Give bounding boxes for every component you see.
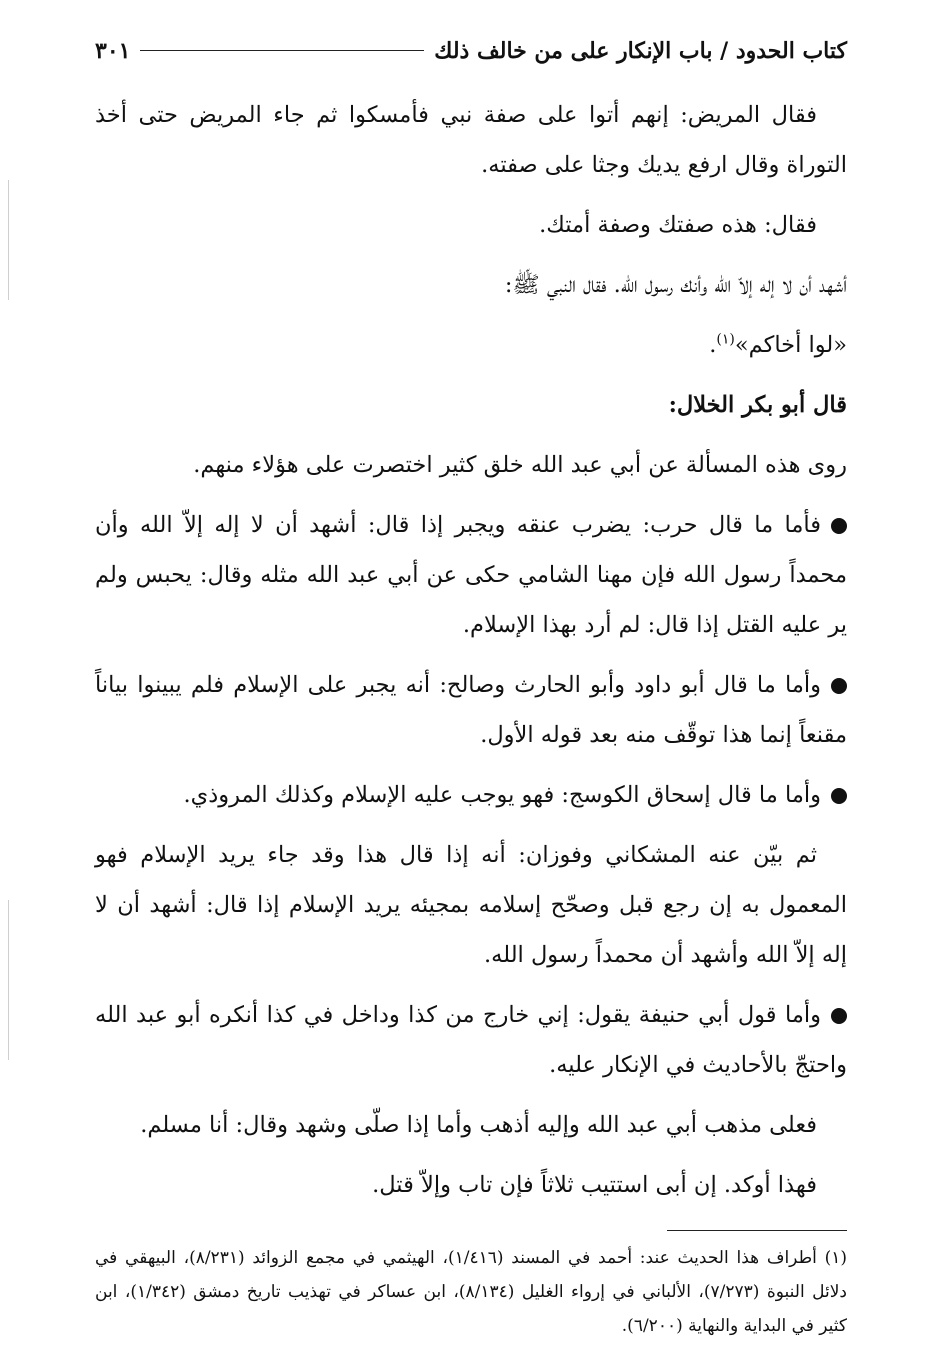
paragraph: ثم بيّن عنه المشكاني وفوزان: أنه إذا قال هذا وقد جاء يريد الإسلام فهو المعمول به إن رجع قبل وصحّح إسلامه بمجيئه يريد الإسلام إذا قال: أشهد أن لا إله إلاّ الله وأشهد أن محمداً رسول الله. (95, 842, 847, 968)
header-rule (140, 50, 424, 51)
paragraph: فهذا أوكد. إن أبى استتيب ثلاثاً فإن تاب وإلاّ قتل. (372, 1172, 817, 1198)
footnote-ref: (١) (716, 331, 735, 348)
bullet-icon (831, 1008, 847, 1024)
bullet-paragraph: وأما ما قال إسحاق الكوسج: فهو يوجب عليه الإسلام وكذلك المروذي. (95, 770, 847, 820)
bullet-icon (831, 678, 847, 694)
paragraph: أشهد أن لا إله إلاّ الله وأنك رسول الله. فقال النبي ﷺ: (504, 272, 847, 298)
section-heading: قال أبو بكر الخلال: (668, 392, 847, 418)
paragraph: فقال المريض: إنهم أتوا على صفة نبي فأمسكوا ثم جاء المريض حتى أخذ التوراة وقال ارفع يديك وجثا على صفته. (95, 102, 847, 178)
bullet-paragraph: وأما قول أبي حنيفة يقول: إني خارج من كذا وداخل في كذا أنكره أبو عبد الله واحتجّ بالأحاديث في الإنكار عليه. (95, 1002, 847, 1078)
paragraph: فعلى مذهب أبي عبد الله وإليه أذهب وأما إذا صلّى وشهد وقال: أنا مسلم. (140, 1112, 817, 1138)
bullet-paragraph: فأما ما قال حرب: يضرب عنقه ويجبر إذا قال: أشهد أن لا إله إلاّ الله وأن محمداً رسول الله فإن مهنا الشامي حكى عن أبي عبد الله مثله وقال: يحبس ولم ير عليه القتل إذا قال: لم أرد بهذا الإسلام. (95, 512, 847, 638)
footnote-separator (667, 1230, 847, 1231)
paragraph: روى هذه المسألة عن أبي عبد الله خلق كثير اختصرت على هؤلاء منهم. (193, 452, 847, 478)
hadith-quote: «لوا أخاكم»$^{(١)}$. (709, 331, 847, 358)
scan-artifact (8, 900, 9, 1060)
page-body (95, 90, 847, 1210)
book-page (95, 38, 847, 1343)
page-header (95, 38, 847, 78)
footnote: (١) أطراف هذا الحديث عند: أحمد في المسند (١/٤١٦)، الهيثمي في مجمع الزوائد (٨/٢٣١)، البيهقي في دلائل النبوة (٧/٢٧٣)، الألباني في إرواء الغليل (٨/١٣٤)، ابن عساكر في تهذيب تاريخ دمشق (١/٣٤٢)، ابن كثير في البداية والنهاية (٦/٢٠٠). (95, 1248, 847, 1336)
bullet-icon (831, 788, 847, 804)
page-number: ٣٠١ (95, 38, 131, 64)
scan-artifact (8, 180, 9, 300)
bullet-paragraph: وأما ما قال أبو داود وأبو الحارث وصالح: أنه يجبر على الإسلام فلم يبينوا بياناً مقنعاً إنما هذا توقّف منه بعد قوله الأول. (95, 672, 847, 748)
bullet-icon (831, 518, 847, 534)
paragraph: فقال: هذه صفتك وصفة أمتك. (539, 212, 817, 238)
running-title: كتاب الحدود / باب الإنكار على من خالف ذلك (434, 38, 847, 64)
